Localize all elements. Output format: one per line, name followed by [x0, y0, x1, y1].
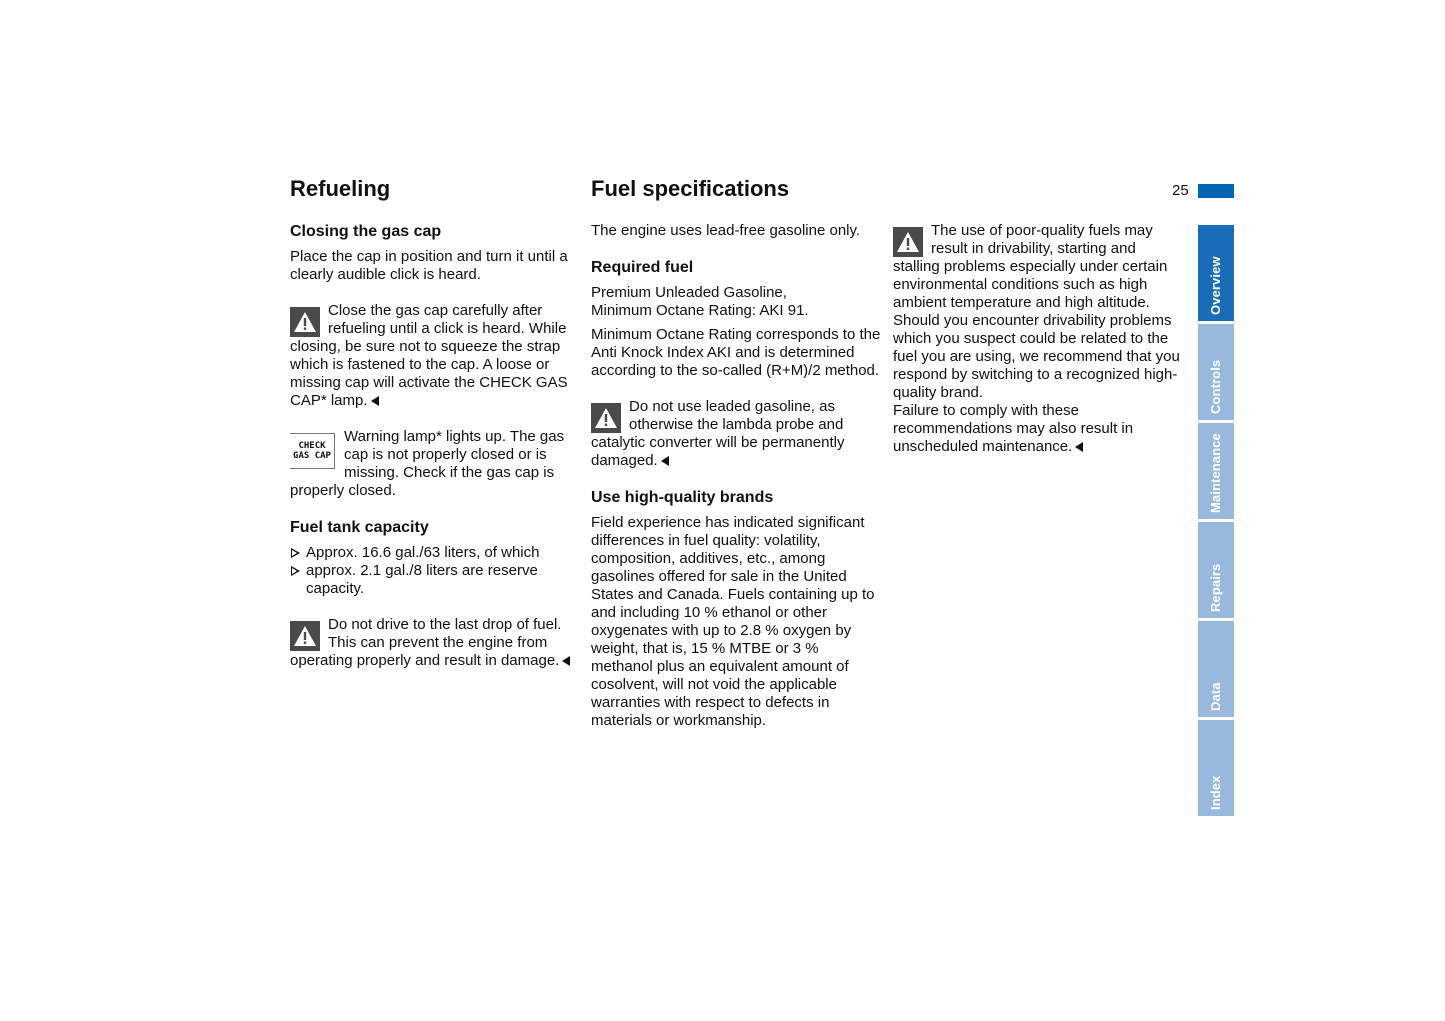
octane-text: Minimum Octane Rating corresponds to the Anti Knock Index AKI and is determined according to the so-called (R+M)/2 method. — [591, 326, 881, 379]
warning-block-leaded — [591, 398, 881, 470]
heading-high-quality-brands: Use high-quality brands — [591, 489, 774, 506]
tab-repairs[interactable]: Repairs — [1198, 522, 1234, 618]
intro-text: The engine uses lead-free gasoline only. — [591, 222, 861, 239]
warning-text-poor-fuel: The use of poor-quality fuels may result in drivability, starting and stalling problems especially under certain environmental conditions such as high ambient temperature and high altitude. — [893, 222, 1168, 311]
end-mark-icon — [1075, 442, 1083, 452]
tab-index[interactable]: Index — [1198, 720, 1234, 816]
drivability-text: Should you encounter drivability problems which you suspect could be related to the fuel you are using, we recommend that you respond by switching to a recognized high-quality brand. — [893, 312, 1180, 401]
section-title-refueling: Refueling — [290, 176, 391, 201]
warning-text-last-drop: Do not drive to the last drop of fuel. This can prevent the engine from operating properly and result in damage. — [290, 616, 562, 669]
list-item: Approx. 16.6 gal./63 liters, of which — [290, 544, 575, 562]
section-tabs — [1198, 225, 1234, 819]
warning-text-leaded: Do not use leaded gasoline, as otherwise the lambda probe and catalytic converter will be permanently damaged. — [591, 398, 845, 469]
warning-block-poor-fuel — [893, 222, 1183, 312]
section-title-fuel-specifications: Fuel specifications — [591, 176, 790, 201]
heading-closing-gas-cap: Closing the gas cap — [290, 223, 442, 240]
tab-maintenance[interactable]: Maintenance — [1198, 423, 1234, 519]
check-gas-cap-lamp-block — [290, 428, 575, 500]
heading-fuel-tank-capacity: Fuel tank capacity — [290, 519, 429, 536]
end-mark-icon — [661, 456, 669, 466]
right-column — [893, 222, 1183, 456]
page-number-bar — [1198, 184, 1234, 198]
middle-column — [591, 222, 881, 730]
warning-text-gas-cap: Close the gas cap carefully after refueling until a click is heard. While closing, be sure not to squeeze the strap which is fastened to the cap. A loose or missing cap will activate the CHECK GAS CAP* lamp. — [290, 302, 568, 409]
tab-overview[interactable]: Overview — [1198, 225, 1234, 321]
required-fuel-line2: Minimum Octane Rating: AKI 91. — [591, 302, 809, 319]
warning-triangle-icon — [290, 621, 320, 651]
end-mark-icon — [371, 396, 379, 406]
warning-triangle-icon — [893, 227, 923, 257]
left-column — [290, 222, 575, 670]
warning-block-gas-cap — [290, 302, 575, 410]
brands-text: Field experience has indicated significant differences in fuel quality: volatility, composition, additives, etc., among gasolines offered for sale in the United States and Canada. Fuels containing up to and including 10 % ethanol or other oxygenates with up to 2.8 % oxygen by weight, that is, 15 % MTBE or 3 % methanol plus an equivalent amount of cosolvent, will not void the applicable warranties with respect to defects in materials or workmanship. — [591, 514, 875, 729]
tab-data[interactable]: Data — [1198, 621, 1234, 717]
required-fuel-line1: Premium Unleaded Gasoline, — [591, 284, 787, 301]
lamp-text: Warning lamp* lights up. The gas cap is not properly closed or is missing. Check if the gas cap is properly closed. — [290, 428, 565, 499]
tab-controls[interactable]: Controls — [1198, 324, 1234, 420]
list-item: approx. 2.1 gal./8 liters are reserve capacity. — [290, 562, 575, 598]
end-mark-icon — [562, 656, 570, 666]
bullet-arrow-icon — [291, 548, 300, 558]
heading-required-fuel: Required fuel — [591, 259, 694, 276]
warning-triangle-icon — [591, 403, 621, 433]
bullet-arrow-icon — [291, 566, 300, 576]
check-gas-cap-lamp-icon: CHECK GAS CAP — [290, 433, 335, 469]
warning-block-last-drop — [290, 616, 575, 670]
page-number: 25 — [1172, 182, 1189, 199]
warning-triangle-icon — [290, 307, 320, 337]
failure-text: Failure to comply with these recommendations may also result in unscheduled maintenance. — [893, 402, 1134, 455]
closing-text: Place the cap in position and turn it until a clearly audible click is heard. — [290, 248, 568, 283]
